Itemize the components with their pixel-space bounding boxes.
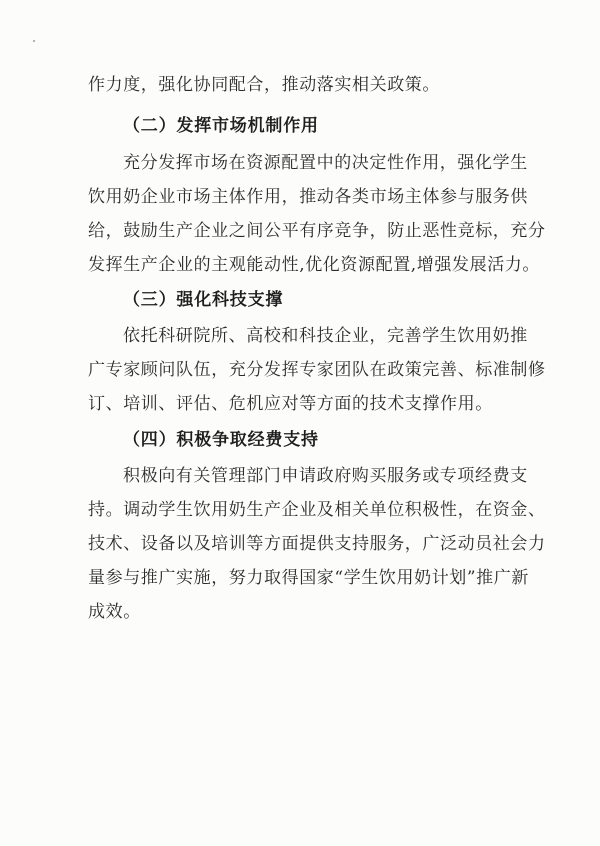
- paragraph-line: 积极向有关管理部门申请政府购买服务或专项经费支: [123, 466, 528, 486]
- paragraph-line: 发挥生产企业的主观能动性,优化资源配置,增强发展活力。: [88, 255, 541, 275]
- paragraph-line: 依托科研院所、高校和科技企业，完善学生饮用奶推: [123, 326, 528, 346]
- paragraph-line: 持。调动学生饮用奶生产企业及相关单位积极性，在资金、: [88, 500, 546, 520]
- paragraph-line: 广专家顾问队伍，充分发挥专家团队在政策完善、标准制修: [88, 360, 546, 380]
- section-heading-tech-support: （三）强化科技支撑: [123, 290, 284, 310]
- paragraph-line: 充分发挥市场在资源配置中的决定性作用，强化学生: [123, 153, 528, 173]
- paragraph-line: 成效。: [88, 602, 141, 622]
- paragraph-line: 订、培训、评估、危机应对等方面的技术支撑作用。: [88, 394, 493, 414]
- paragraph-line: 饮用奶企业市场主体作用，推动各类市场主体参与服务供: [88, 187, 528, 207]
- scan-speck: [33, 40, 35, 42]
- paragraph-line: 给，鼓励生产企业之间公平有序竞争，防止恶性竞标，充分: [88, 221, 546, 241]
- paragraph-line: 作力度，强化协同配合，推动落实相关政策。: [88, 75, 440, 95]
- paragraph-line: 量参与推广实施，努力取得国家“学生饮用奶计划”推广新: [88, 568, 529, 588]
- section-heading-funding-support: （四）积极争取经费支持: [123, 430, 319, 450]
- section-heading-market-mechanism: （二）发挥市场机制作用: [123, 116, 319, 136]
- paragraph-line: 技术、设备以及培训等方面提供支持服务，广泛动员社会力: [88, 534, 546, 554]
